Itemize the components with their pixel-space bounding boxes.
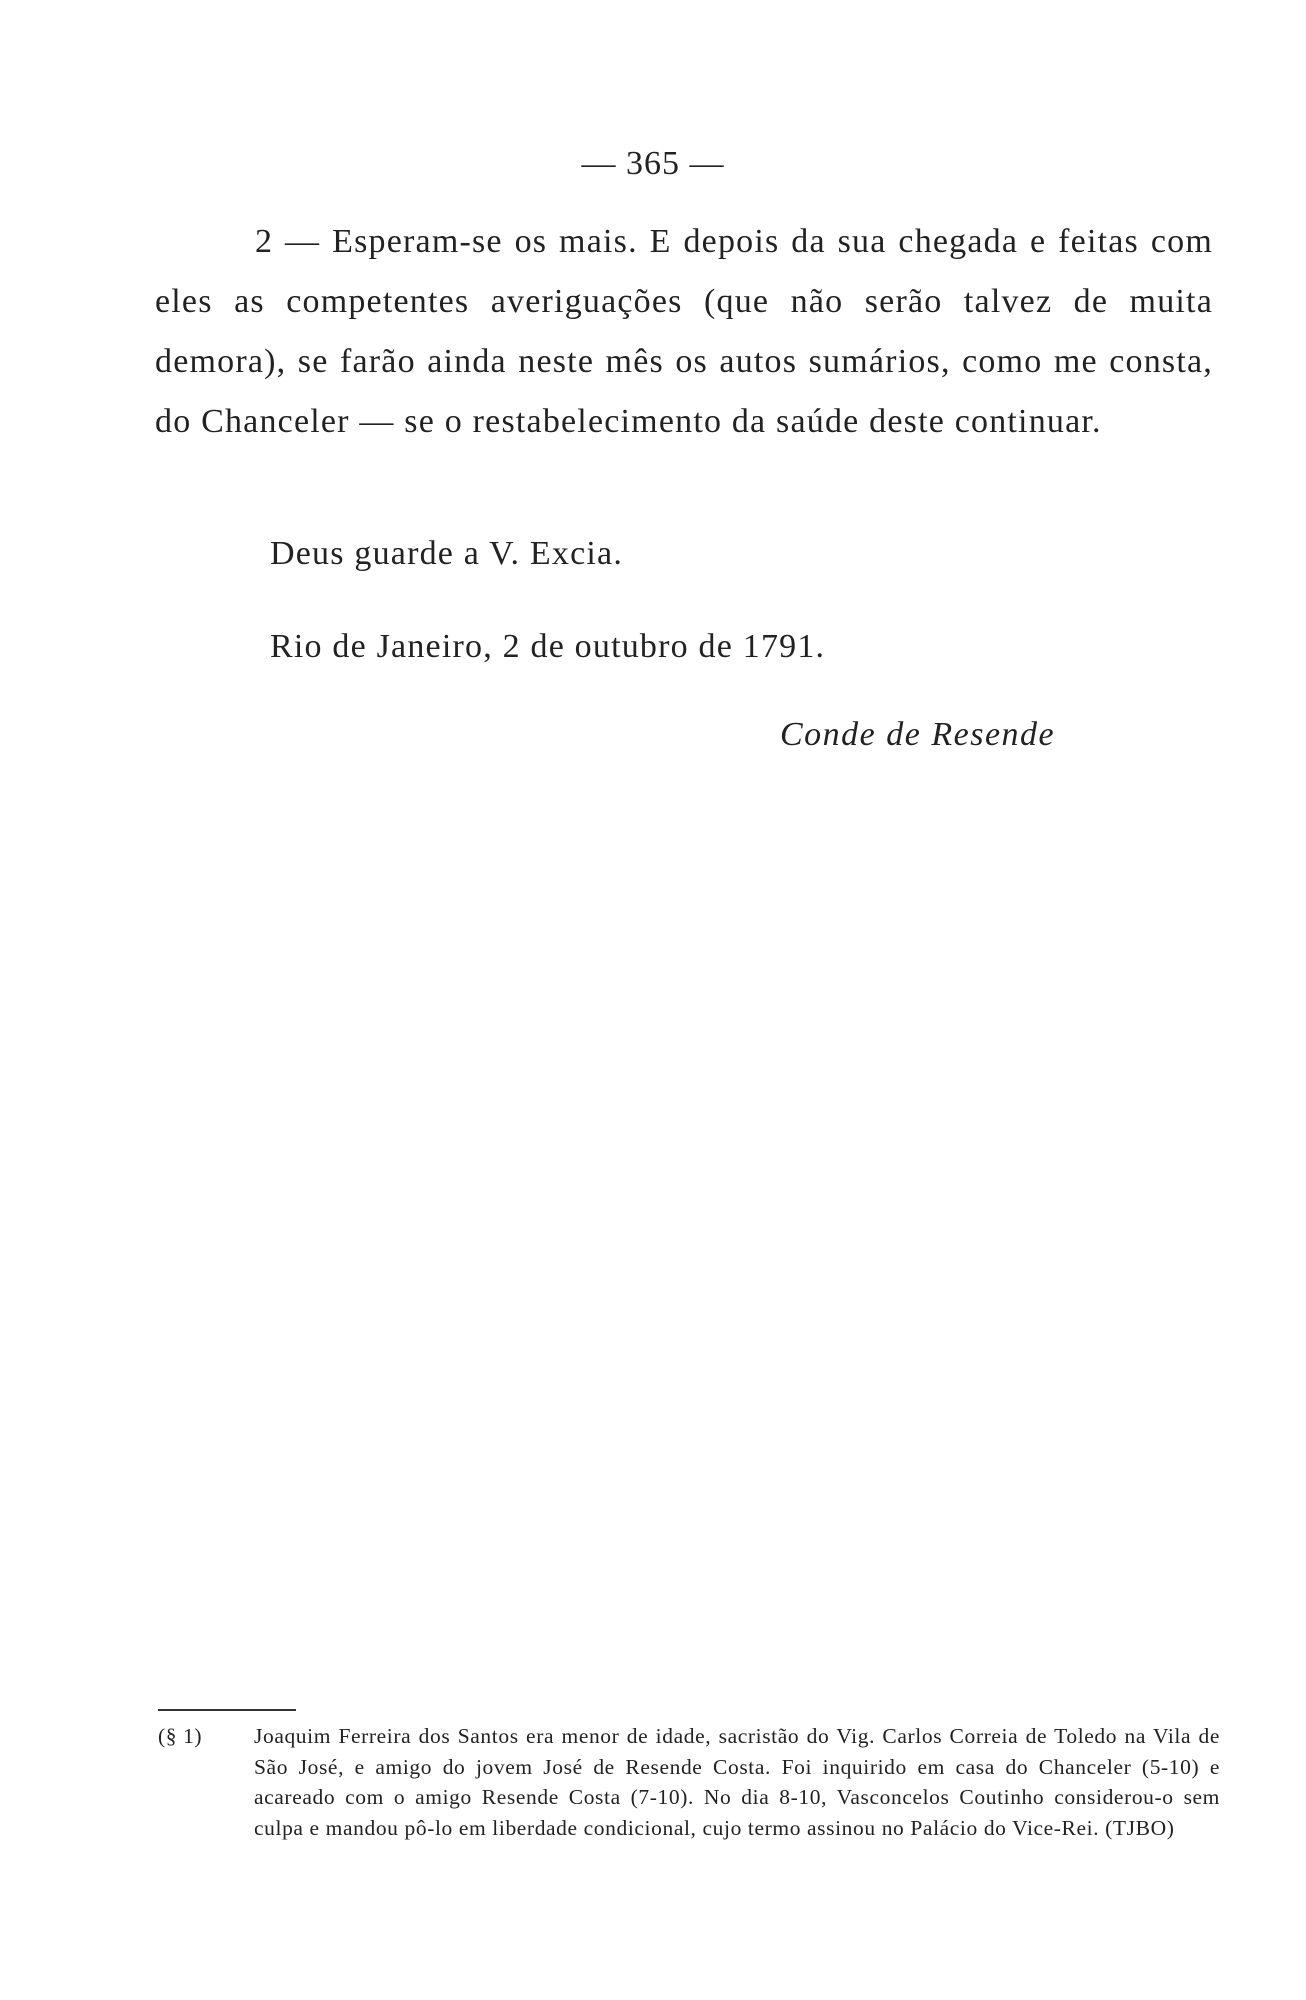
page-number: — 365 — bbox=[581, 145, 725, 182]
footnote bbox=[158, 1721, 1220, 1843]
signature: Conde de Resende bbox=[780, 716, 1056, 753]
letter-body bbox=[155, 212, 1213, 452]
body-paragraph: 2 — Esperam-se os mais. E depois da sua chegada e feitas com eles as competentes averiguações (que não serão talvez de muita demora), se farão ainda neste mês os autos sumários, como me consta, do Chanceler — se o restabelecimento da saúde deste continuar. bbox=[155, 223, 1213, 440]
place-and-date: Rio de Janeiro, 2 de outubro de 1791. bbox=[270, 628, 826, 665]
closing-greeting: Deus guarde a V. Excia. bbox=[270, 535, 624, 572]
footnote-text: Joaquim Ferreira dos Santos era menor de idade, sacristão do Vig. Carlos Correia de Toledo na Vila de São José, e amigo do jovem José de Resende Costa. Foi inquirido em casa do Chanceler (5-10) e acareado com o amigo Resende Costa (7-10). No dia 8-10, Vasconcelos Coutinho considerou-o sem culpa e mandou pô-lo em liberdade condicional, cujo termo assinou no Palácio do Vice-Rei. (TJBO) bbox=[254, 1724, 1220, 1840]
footnote-marker: (§ 1) bbox=[158, 1724, 203, 1748]
footnote-divider bbox=[158, 1709, 296, 1711]
